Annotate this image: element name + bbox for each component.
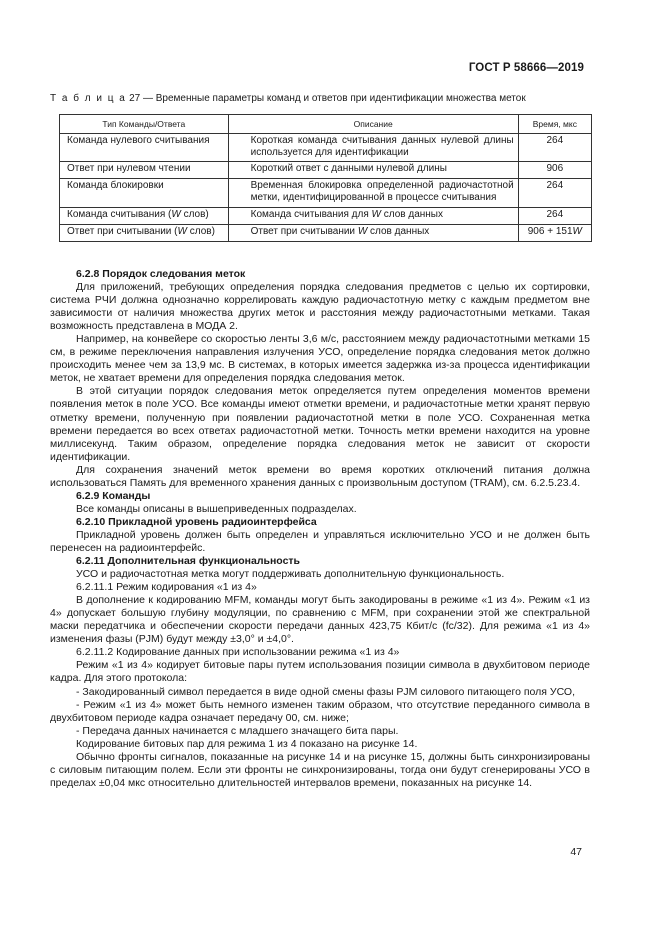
cell-description: Команда считывания для W слов данных [228, 208, 518, 225]
paragraph: УСО и радиочастотная метка могут поддерживать дополнительную функциональность. [76, 568, 505, 581]
list-item: - Передача данных начинается с младшего значащего бита пары. [76, 724, 399, 737]
cell-time: 264 [518, 208, 591, 225]
cell-type: Команда нулевого считывания [60, 134, 229, 162]
cell-time: 264 [518, 179, 591, 208]
list-item: - Закодированный символ передается в виде одной смены фазы PJM силового питающего поля УСО, [76, 685, 576, 698]
section-heading: 6.2.10 Прикладной уровень радиоинтерфейса [76, 515, 317, 528]
cell-type: Команда считывания (W слов) [60, 208, 229, 225]
table-row [60, 134, 592, 162]
cell-description: Короткий ответ с данными нулевой длины [228, 162, 518, 179]
section-heading: 6.2.11 Дополнительная функциональность [76, 555, 301, 568]
page-number: 47 [570, 846, 582, 858]
body-text [50, 268, 590, 790]
timing-parameters-table [59, 114, 592, 242]
paragraph: Кодирование битовых пар для режима 1 из 4 показано на рисунке 14. [76, 737, 418, 750]
paragraph: Все команды описаны в вышеприведенных подразделах. [76, 502, 357, 515]
table-row [60, 225, 592, 242]
cell-type: Команда блокировки [60, 179, 229, 208]
cell-type: Ответ при нулевом чтении [60, 162, 229, 179]
paragraph: Обычно фронты сигналов, показанные на рисунке 14 и на рисунке 15, должны быть синхронизированы с силовым питающим полем. Если эти фронты не синхронизированы, тогда они будут сгенерированы УСО в пределах ±0,04 мкс относительно длительностей интервалов времени, показанных на рисунке 14. [50, 750, 590, 789]
cell-time: 906 + 151W [518, 225, 591, 242]
table-row [60, 179, 592, 208]
paragraph: Для сохранения значений меток времени во время коротких отключений питания должна использоваться Память для временного хранения данных с произвольным доступом (TRAM), см. 6.2.5.23.4. [50, 463, 590, 489]
cell-time: 264 [518, 134, 591, 162]
paragraph: В дополнение к кодированию MFM, команды могут быть закодированы в режиме «1 из 4». Режим «1 из 4» допускает большую глубину модуляции, по сравнению с MFM, при сохранении этой же спектральной маски передатчика и обеспечении скорости передачи данных 423,75 Кбит/с (fc/32). Для режима «1 из 4» изменения фазы (PJM) будут между ±3,0° и ±4,0°. [50, 594, 590, 646]
table-row [60, 208, 592, 225]
table-header-row [60, 115, 592, 134]
paragraph: Например, на конвейере со скоростью ленты 3,6 м/с, расстоянием между радиочастотными метками 15 см, в режиме переключения направления излучения УСО, определение порядка следования меток должно происходить менее чем за 13,9 мс. В системах, в которых имеется задержка из-за процесса идентификации меток, не хватает времени для определения порядка следования меток. [50, 333, 590, 385]
cell-description: Временная блокировка определенной радиочастотной метки, идентифицированной в процессе считывания [228, 179, 518, 208]
section-heading: 6.2.9 Команды [76, 489, 151, 502]
paragraph: Прикладной уровень должен быть определен и управляться исключительно УСО и не должен быть перенесен на радиоинтерфейс. [50, 528, 590, 554]
table-row [60, 162, 592, 179]
table-caption-text: 27 — Временные параметры команд и ответов при идентификации множества меток [129, 93, 526, 104]
column-header-time: Время, мкс [518, 115, 591, 134]
subsection-heading: 6.2.11.2 Кодирование данных при использовании режима «1 из 4» [76, 646, 400, 659]
table-caption-label: Т а б л и ц а [50, 93, 127, 104]
paragraph: Режим «1 из 4» кодирует битовые пары путем использования позиции символа в двухбитовом периоде кадра. Для этого протокола: [50, 659, 590, 685]
column-header-description: Описание [228, 115, 518, 134]
paragraph: В этой ситуации порядок следования меток определяется путем определения моментов времени появления меток в поле УСО. Все команды имеют отметки времени, и радиочастотные метки хранят первую отметку времени, полученную при появлении радиочастотной метки в поле УСО. Сохраненная метка времени передается во всех ответах радиочастотной метки. Точность метки времени находится на уровне миллисекунд. Таким образом, определение порядка следования меток не зависит от скорости идентификации. [50, 385, 590, 463]
cell-description: Короткая команда считывания данных нулевой длины используется для идентификации [228, 134, 518, 162]
cell-description: Ответ при считывании W слов данных [228, 225, 518, 242]
cell-type: Ответ при считывании (W слов) [60, 225, 229, 242]
table-caption [50, 93, 526, 104]
paragraph: Для приложений, требующих определения порядка следования предметов с целью их сортировки, система РЧИ должна однозначно коррелировать каждую радиочастотную метку с каждым предметом вне зависимости от наличия множества других меток и расстояния между радиочастотными метками. Такая возможность представлена в МОДА 2. [50, 281, 590, 333]
cell-time: 906 [518, 162, 591, 179]
column-header-type: Тип Команды/Ответа [60, 115, 229, 134]
subsection-heading: 6.2.11.1 Режим кодирования «1 из 4» [76, 581, 257, 594]
section-heading: 6.2.8 Порядок следования меток [76, 268, 246, 280]
document-number: ГОСТ Р 58666—2019 [468, 62, 584, 74]
list-item: - Режим «1 из 4» может быть немного изменен таким образом, что отсутствие переданного символа в двухбитовом периоде кадра означает передачу 00, см. ниже; [50, 698, 590, 724]
